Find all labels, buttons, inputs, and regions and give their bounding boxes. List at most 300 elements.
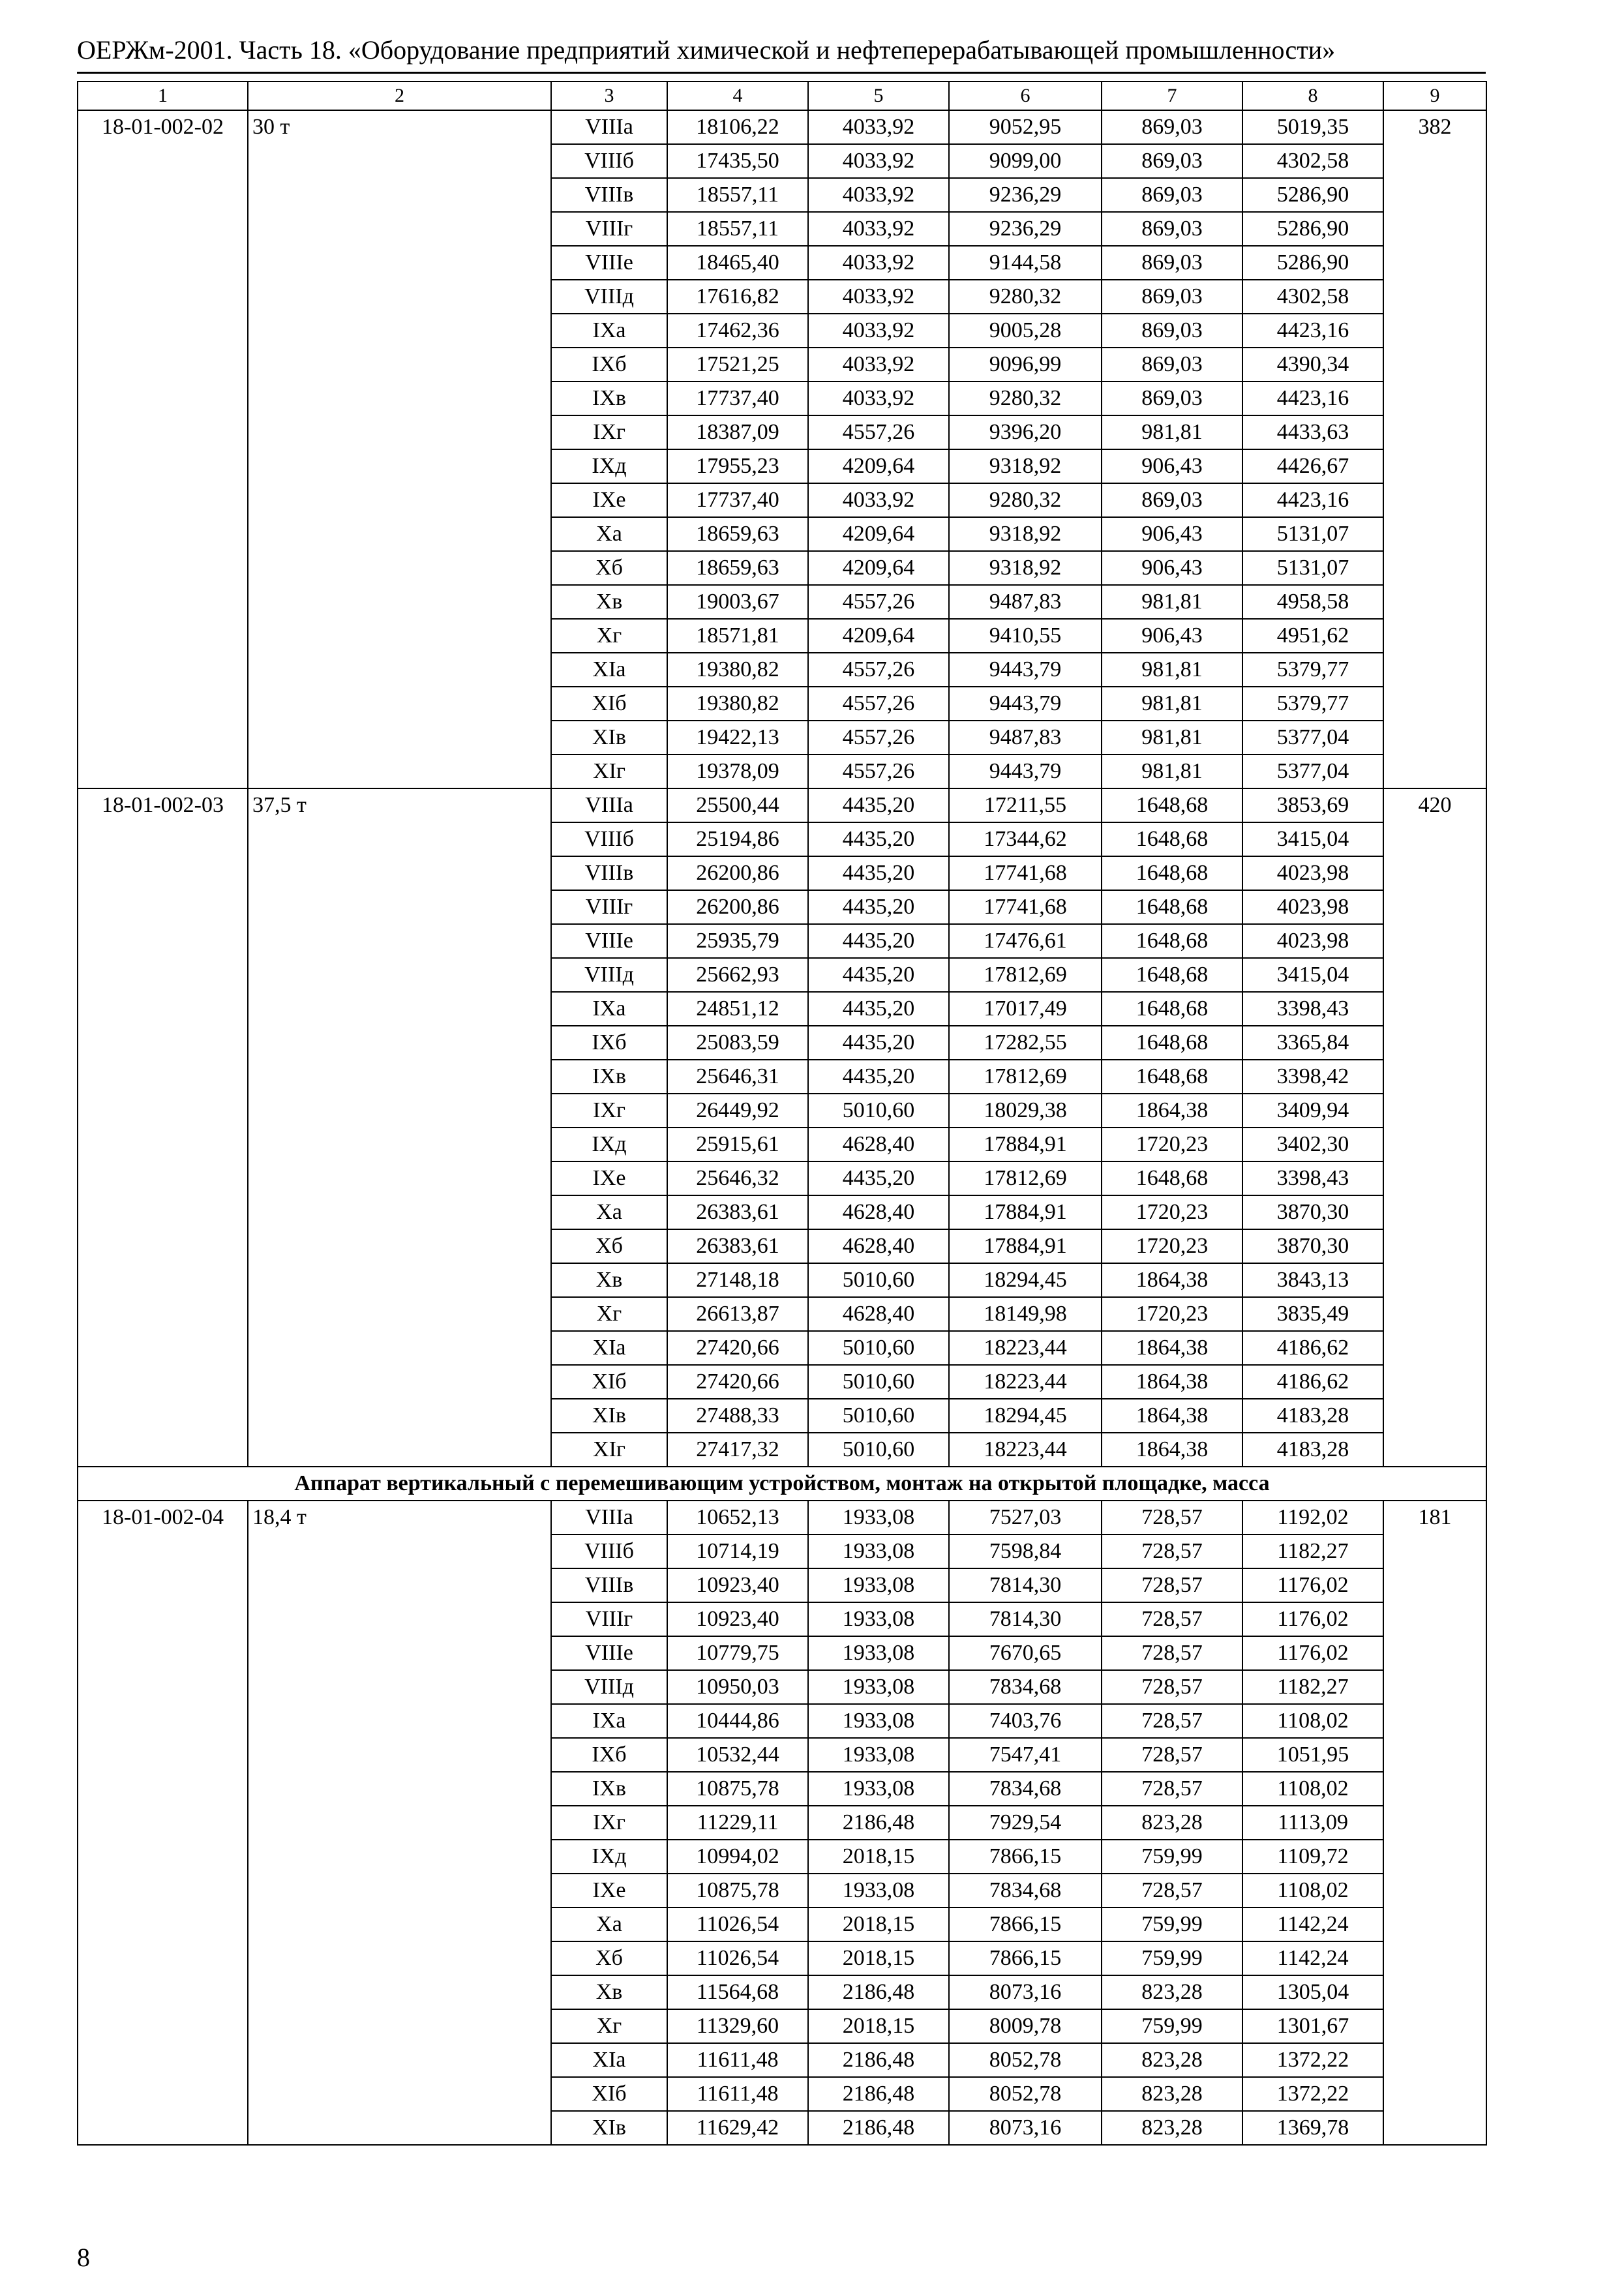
cost-value: 869,03 [1102,314,1242,348]
mass-value [248,992,551,1026]
cost-value: 823,28 [1102,2077,1242,2111]
cost-value: 7598,84 [949,1534,1102,1568]
cost-value: 4023,98 [1242,924,1383,958]
zone-code: Xа [551,1195,667,1229]
cost-value: 19380,82 [667,653,808,687]
cost-value: 26449,92 [667,1094,808,1128]
table-row [78,755,1486,788]
cost-value: 1648,68 [1102,822,1242,856]
table-row [78,585,1486,619]
mass-value [248,856,551,890]
table-row [78,1840,1486,1874]
mass-value [248,280,551,314]
table-row [78,280,1486,314]
cost-value: 1933,08 [808,1772,949,1806]
cost-value: 1182,27 [1242,1670,1383,1704]
col9-value [1383,1941,1486,1975]
col9-value [1383,822,1486,856]
mass-value [248,1365,551,1399]
cost-value: 5377,04 [1242,755,1383,788]
col9-value [1383,1874,1486,1908]
cost-value: 906,43 [1102,551,1242,585]
cost-value: 728,57 [1102,1772,1242,1806]
col9-value [1383,1908,1486,1941]
cost-value: 981,81 [1102,755,1242,788]
cost-value: 5377,04 [1242,721,1383,755]
cost-value: 1305,04 [1242,1975,1383,2009]
cost-value: 4435,20 [808,856,949,890]
cost-value: 3398,43 [1242,1161,1383,1195]
column-number: 4 [667,82,808,110]
cost-value: 1142,24 [1242,1941,1383,1975]
zone-code: IXг [551,415,667,449]
col9-value [1383,687,1486,721]
zone-code: VIIIг [551,212,667,246]
mass-value [248,924,551,958]
cost-value: 9318,92 [949,449,1102,483]
zone-code: VIIIе [551,246,667,280]
col9-value [1383,1636,1486,1670]
table-row [78,1704,1486,1738]
mass-value [248,1263,551,1297]
table-row [78,1670,1486,1704]
rate-code [78,1636,248,1670]
cost-value: 7403,76 [949,1704,1102,1738]
cost-value: 9280,32 [949,483,1102,517]
table-row [78,890,1486,924]
rate-code [78,2077,248,2111]
mass-value [248,1840,551,1874]
cost-value: 26383,61 [667,1195,808,1229]
mass-value [248,1161,551,1195]
rate-code [78,415,248,449]
cost-value: 8073,16 [949,1975,1102,2009]
cost-value: 9443,79 [949,653,1102,687]
cost-value: 7929,54 [949,1806,1102,1840]
mass-value [248,890,551,924]
cost-value: 869,03 [1102,280,1242,314]
table-row [78,1365,1486,1399]
cost-value: 4557,26 [808,585,949,619]
zone-code: VIIIв [551,1568,667,1602]
cost-value: 8052,78 [949,2043,1102,2077]
mass-value [248,1297,551,1331]
cost-value: 9096,99 [949,348,1102,382]
zone-code: Xв [551,1263,667,1297]
cost-value: 5010,60 [808,1263,949,1297]
cost-value: 4435,20 [808,958,949,992]
column-number: 3 [551,82,667,110]
cost-value: 4628,40 [808,1195,949,1229]
cost-value: 17812,69 [949,958,1102,992]
col9-value [1383,1128,1486,1161]
cost-value: 9236,29 [949,178,1102,212]
price-table [77,81,1487,2146]
cost-value: 17955,23 [667,449,808,483]
mass-value [248,2077,551,2111]
table-row [78,1331,1486,1365]
cost-value: 26383,61 [667,1229,808,1263]
zone-code: VIIIа [551,110,667,144]
cost-value: 10532,44 [667,1738,808,1772]
rate-code [78,1772,248,1806]
cost-value: 1933,08 [808,1874,949,1908]
table-row [78,1874,1486,1908]
table-row [78,1975,1486,2009]
col9-value [1383,1704,1486,1738]
cost-value: 5010,60 [808,1094,949,1128]
cost-value: 728,57 [1102,1568,1242,1602]
cost-value: 1864,38 [1102,1094,1242,1128]
col9-value [1383,1433,1486,1467]
rate-code [78,1229,248,1263]
table-row [78,382,1486,415]
cost-value: 5379,77 [1242,653,1383,687]
zone-code: VIIIв [551,856,667,890]
table-row [78,1738,1486,1772]
col9-value [1383,585,1486,619]
cost-value: 27420,66 [667,1365,808,1399]
col9-value [1383,348,1486,382]
cost-value: 4435,20 [808,890,949,924]
mass-value [248,1229,551,1263]
cost-value: 5379,77 [1242,687,1383,721]
rate-code [78,687,248,721]
cost-value: 9005,28 [949,314,1102,348]
cost-value: 17521,25 [667,348,808,382]
cost-value: 9443,79 [949,755,1102,788]
zone-code: Xг [551,1297,667,1331]
cost-value: 17884,91 [949,1195,1102,1229]
rate-code [78,1908,248,1941]
rate-code [78,449,248,483]
cost-value: 1648,68 [1102,1161,1242,1195]
table-row [78,1026,1486,1060]
rate-code [78,958,248,992]
table-row [78,653,1486,687]
cost-value: 1720,23 [1102,1297,1242,1331]
cost-value: 4183,28 [1242,1433,1383,1467]
zone-code: XIа [551,2043,667,2077]
cost-value: 4435,20 [808,1060,949,1094]
mass-value [248,1128,551,1161]
rate-code [78,1060,248,1094]
table-row [78,1263,1486,1297]
col9-value: 181 [1383,1501,1486,1534]
rate-code [78,1534,248,1568]
table-row [78,619,1486,653]
mass-value [248,1568,551,1602]
zone-code: VIIIб [551,822,667,856]
cost-value: 18294,45 [949,1263,1102,1297]
table-row [78,1568,1486,1602]
cost-value: 17737,40 [667,382,808,415]
col9-value [1383,551,1486,585]
cost-value: 9396,20 [949,415,1102,449]
col9-value [1383,721,1486,755]
section-title: Аппарат вертикальный с перемешивающим устройством, монтаж на открытой площадке, масса [78,1467,1486,1501]
rate-code [78,992,248,1026]
cost-value: 18223,44 [949,1331,1102,1365]
cost-value: 18571,81 [667,619,808,653]
table-row [78,1636,1486,1670]
cost-value: 4951,62 [1242,619,1383,653]
rate-code [78,1670,248,1704]
rate-code [78,619,248,653]
cost-value: 25194,86 [667,822,808,856]
col9-value [1383,178,1486,212]
cost-value: 1648,68 [1102,1026,1242,1060]
cost-value: 9052,95 [949,110,1102,144]
cost-value: 25500,44 [667,788,808,822]
cost-value: 18223,44 [949,1433,1102,1467]
cost-value: 8073,16 [949,2111,1102,2145]
cost-value: 9487,83 [949,721,1102,755]
cost-value: 9443,79 [949,687,1102,721]
cost-value: 1933,08 [808,1501,949,1534]
cost-value: 9410,55 [949,619,1102,653]
cost-value: 1720,23 [1102,1128,1242,1161]
cost-value: 25662,93 [667,958,808,992]
mass-value [248,314,551,348]
table-row [78,212,1486,246]
table-row [78,721,1486,755]
table-row [78,2043,1486,2077]
cost-value: 1864,38 [1102,1399,1242,1433]
col9-value [1383,924,1486,958]
rate-code [78,178,248,212]
cost-value: 1720,23 [1102,1195,1242,1229]
mass-value [248,449,551,483]
col9-value [1383,449,1486,483]
col9-value [1383,1772,1486,1806]
cost-value: 25915,61 [667,1128,808,1161]
mass-value [248,1399,551,1433]
col9-value [1383,415,1486,449]
cost-value: 19378,09 [667,755,808,788]
cost-value: 1648,68 [1102,890,1242,924]
cost-value: 11611,48 [667,2077,808,2111]
cost-value: 1933,08 [808,1636,949,1670]
zone-code: IXд [551,1128,667,1161]
zone-code: XIг [551,755,667,788]
mass-value [248,1094,551,1128]
cost-value: 25646,32 [667,1161,808,1195]
cost-value: 17344,62 [949,822,1102,856]
cost-value: 18149,98 [949,1297,1102,1331]
cost-value: 1933,08 [808,1704,949,1738]
table-row [78,1399,1486,1433]
table-row [78,958,1486,992]
table-row [78,992,1486,1026]
cost-value: 11229,11 [667,1806,808,1840]
col9-value [1383,382,1486,415]
col9-value [1383,1840,1486,1874]
col9-value [1383,1670,1486,1704]
table-row [78,1229,1486,1263]
mass-value [248,178,551,212]
zone-code: Xб [551,1229,667,1263]
cost-value: 4209,64 [808,619,949,653]
cost-value: 4186,62 [1242,1365,1383,1399]
rate-code [78,348,248,382]
table-row [78,856,1486,890]
cost-value: 2186,48 [808,2077,949,2111]
mass-value [248,1060,551,1094]
col9-value [1383,1060,1486,1094]
rate-code [78,1128,248,1161]
col9-value: 420 [1383,788,1486,822]
cost-value: 7866,15 [949,1840,1102,1874]
rate-code [78,1602,248,1636]
cost-value: 5010,60 [808,1433,949,1467]
col9-value: 382 [1383,110,1486,144]
zone-code: XIа [551,653,667,687]
cost-value: 19422,13 [667,721,808,755]
cost-value: 7547,41 [949,1738,1102,1772]
cost-value: 2186,48 [808,1806,949,1840]
cost-value: 18557,11 [667,178,808,212]
col9-value [1383,1975,1486,2009]
table-row [78,2009,1486,2043]
zone-code: Xг [551,619,667,653]
col9-value [1383,619,1486,653]
rate-code [78,1195,248,1229]
col9-value [1383,1331,1486,1365]
cost-value: 10923,40 [667,1568,808,1602]
rate-code [78,1297,248,1331]
col9-value [1383,992,1486,1026]
cost-value: 17462,36 [667,314,808,348]
zone-code: VIIIг [551,1602,667,1636]
cost-value: 1108,02 [1242,1704,1383,1738]
mass-value [248,1433,551,1467]
cost-value: 18223,44 [949,1365,1102,1399]
rate-code [78,2009,248,2043]
col9-value [1383,958,1486,992]
cost-value: 1864,38 [1102,1365,1242,1399]
mass-value [248,1738,551,1772]
cost-value: 869,03 [1102,246,1242,280]
cost-value: 9280,32 [949,280,1102,314]
cost-value: 11611,48 [667,2043,808,2077]
zone-code: IXа [551,314,667,348]
cost-value: 4033,92 [808,348,949,382]
mass-value [248,517,551,551]
col9-value [1383,517,1486,551]
mass-value [248,1704,551,1738]
mass-value [248,1195,551,1229]
cost-value: 4033,92 [808,483,949,517]
column-number: 5 [808,82,949,110]
col9-value [1383,2111,1486,2145]
column-number: 9 [1383,82,1486,110]
zone-code: Xб [551,1941,667,1975]
cost-value: 17017,49 [949,992,1102,1026]
rate-code [78,1026,248,1060]
mass-value [248,1941,551,1975]
cost-value: 728,57 [1102,1602,1242,1636]
cost-value: 8009,78 [949,2009,1102,2043]
column-number-row [78,82,1486,110]
cost-value: 728,57 [1102,1738,1242,1772]
cost-value: 9318,92 [949,551,1102,585]
cost-value: 2186,48 [808,2111,949,2145]
table-row [78,1094,1486,1128]
col9-value [1383,653,1486,687]
cost-value: 4023,98 [1242,856,1383,890]
zone-code: XIв [551,721,667,755]
mass-value [248,687,551,721]
mass-value [248,1636,551,1670]
cost-value: 4435,20 [808,992,949,1026]
mass-value [248,1602,551,1636]
mass-value [248,755,551,788]
mass-value [248,1670,551,1704]
mass-value [248,653,551,687]
zone-code: VIIIб [551,144,667,178]
table-row [78,449,1486,483]
cost-value: 4209,64 [808,517,949,551]
cost-value: 18659,63 [667,551,808,585]
rate-code [78,1331,248,1365]
cost-value: 9487,83 [949,585,1102,619]
cost-value: 906,43 [1102,449,1242,483]
cost-value: 1372,22 [1242,2043,1383,2077]
zone-code: IXв [551,1060,667,1094]
cost-value: 10875,78 [667,1772,808,1806]
table-row [78,517,1486,551]
mass-value [248,551,551,585]
cost-value: 9236,29 [949,212,1102,246]
col9-value [1383,1534,1486,1568]
zone-code: XIа [551,1331,667,1365]
rate-code [78,212,248,246]
rate-code [78,1874,248,1908]
cost-value: 10875,78 [667,1874,808,1908]
col9-value [1383,890,1486,924]
cost-value: 26200,86 [667,856,808,890]
zone-code: VIIIв [551,178,667,212]
cost-value: 823,28 [1102,1806,1242,1840]
cost-value: 18387,09 [667,415,808,449]
cost-value: 1864,38 [1102,1331,1242,1365]
table-row [78,1161,1486,1195]
cost-value: 1933,08 [808,1534,949,1568]
cost-value: 4435,20 [808,1161,949,1195]
zone-code: IXб [551,1738,667,1772]
cost-value: 10923,40 [667,1602,808,1636]
cost-value: 1369,78 [1242,2111,1383,2145]
cost-value: 3365,84 [1242,1026,1383,1060]
cost-value: 1176,02 [1242,1568,1383,1602]
zone-code: VIIIб [551,1534,667,1568]
mass-value: 18,4 т [248,1501,551,1534]
cost-value: 1933,08 [808,1738,949,1772]
cost-value: 1648,68 [1102,958,1242,992]
cost-value: 728,57 [1102,1670,1242,1704]
zone-code: VIIIд [551,958,667,992]
table-row [78,1128,1486,1161]
cost-value: 906,43 [1102,619,1242,653]
rate-code [78,1094,248,1128]
cost-value: 4628,40 [808,1297,949,1331]
cost-value: 11026,54 [667,1908,808,1941]
zone-code: XIб [551,2077,667,2111]
cost-value: 4033,92 [808,382,949,415]
zone-code: IXе [551,1874,667,1908]
rate-code [78,924,248,958]
